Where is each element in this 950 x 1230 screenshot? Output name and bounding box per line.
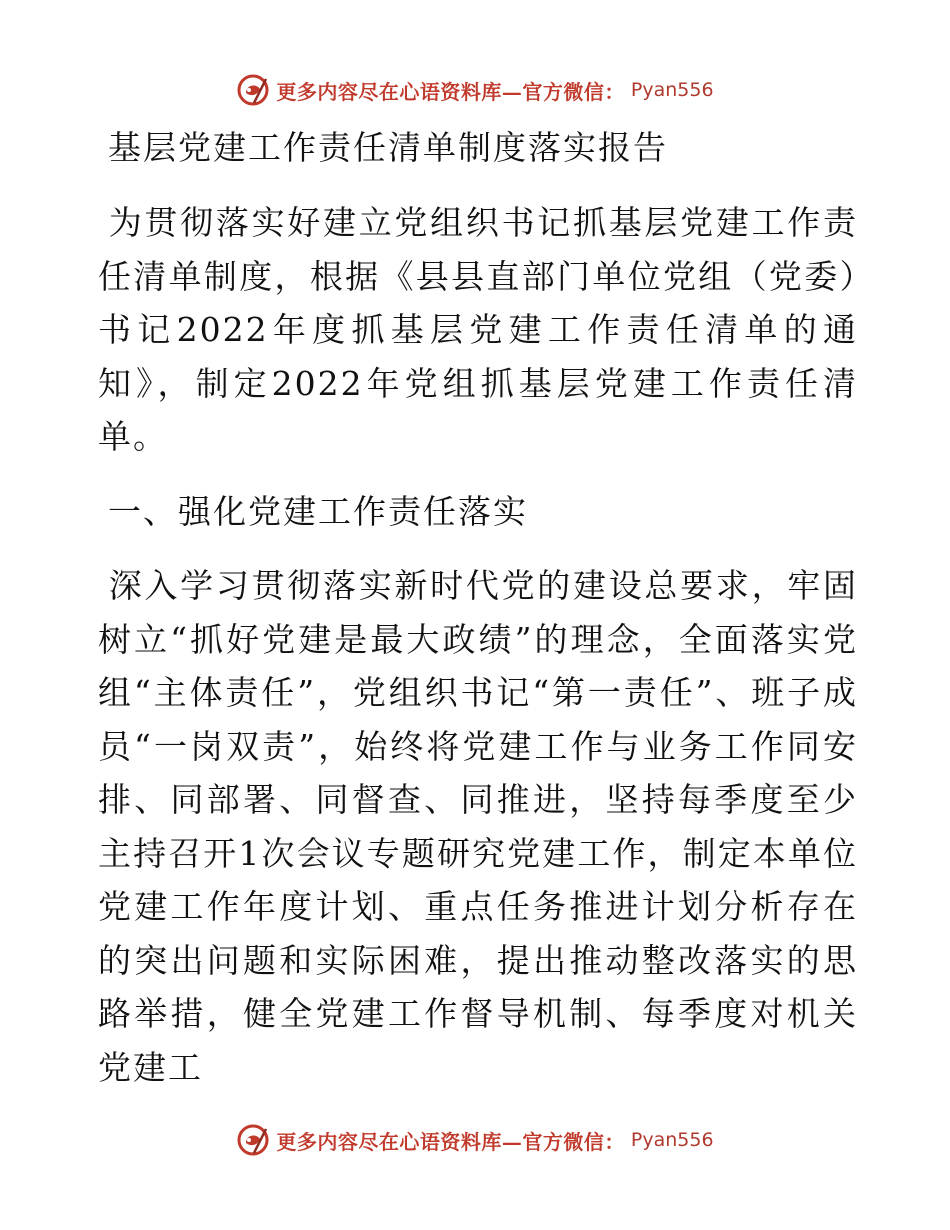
- heart-pen-logo-icon: [236, 73, 270, 107]
- document-title: 基层党建工作责任清单制度落实报告: [108, 128, 668, 167]
- heart-pen-logo-icon: [236, 1123, 270, 1157]
- document-body: [98, 122, 858, 1115]
- watermark-banner-bottom: [0, 1120, 950, 1160]
- watermark-contact: Pyan556: [630, 1129, 714, 1151]
- section-body-paragraph: [98, 559, 858, 1094]
- section-body-text: 深入学习贯彻落实新时代党的建设总要求，牢固树立“抓好党建是最大政绩”的理念，全面落实党组“主体责任”，党组织书记“第一责任”、班子成员“一岗双责”，始终将党建工作与业务工作同安排、同部署、同督查、同推进，坚持每季度至少主持召开1次会议专题研究党建工作，制定本单位党建工作年度计划、重点任务推进计划分析存在的突出问题和实际困难，提出推动整改落实的思路举措，健全党建工作督导机制、每季度对机关党建工: [98, 566, 858, 1087]
- section-heading: 一、强化党建工作责任落实: [108, 491, 528, 531]
- intro-paragraph: [98, 196, 858, 464]
- watermark-banner-top: [0, 70, 950, 110]
- watermark-text: 更多内容尽在心语资料库—官方微信：: [276, 79, 625, 104]
- watermark-contact: Pyan556: [630, 79, 714, 101]
- intro-text: 为贯彻落实好建立党组织书记抓基层党建工作责任清单制度，根据《县县直部门单位党组（党委）书记2022年度抓基层党建工作责任清单的通知》，制定2022年党组抓基层党建工作责任清单。: [98, 203, 858, 456]
- watermark-text: 更多内容尽在心语资料库—官方微信：: [276, 1129, 625, 1154]
